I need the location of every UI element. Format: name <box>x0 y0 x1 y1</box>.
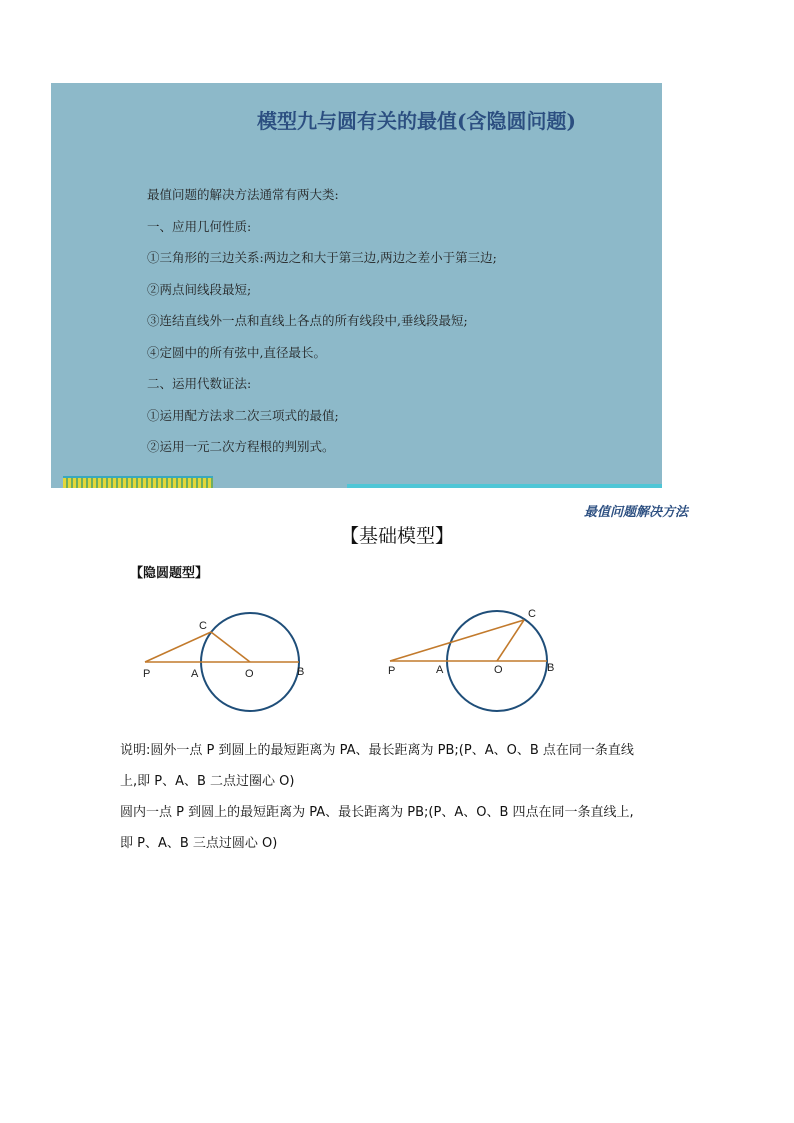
banner-line: ②运用一元二次方程根的判别式。 <box>147 439 335 454</box>
segment-co <box>497 620 524 661</box>
segment-co <box>211 632 250 662</box>
description-line: 圆内一点 P 到圆上的最短距离为 PA、最长距离为 PB;(P、A、O、B 四点在同一条直线上, <box>120 805 634 820</box>
segment-pc <box>390 620 524 661</box>
section-title: 【基础模型】 <box>339 525 454 547</box>
banner-line: 二、运用代数证法: <box>147 376 252 391</box>
label-a: A <box>191 668 199 680</box>
label-b: B <box>547 662 555 674</box>
description-line: 说明:圆外一点 P 到圆上的最短距离为 PA、最长距离为 PB;(P、A、O、B 点在同一条直线 <box>120 743 634 758</box>
banner-line: ①三角形的三边关系:两边之和大于第三边,两边之差小于第三边; <box>147 250 497 265</box>
corner-label: 最值问题解决方法 <box>583 505 688 520</box>
banner-line: ①运用配方法求二次三项式的最值; <box>147 407 339 423</box>
label-c: C <box>199 620 207 632</box>
label-b: B <box>297 666 305 678</box>
banner-line: ③连结直线外一点和直线上各点的所有线段中,垂线段最短; <box>147 313 468 328</box>
banner-title: 模型九与圆有关的最值(含隐圆问题) <box>257 109 576 133</box>
banner-decoration-left <box>63 476 213 488</box>
diagram-point-inside-circle <box>380 600 580 715</box>
banner-line: 一、应用几何性质: <box>147 218 252 234</box>
label-a: A <box>436 664 444 676</box>
description-line: 即 P、A、B 三点过圆心 O) <box>120 836 278 851</box>
banner-decoration-right <box>347 484 662 488</box>
label-c: C <box>528 608 536 620</box>
banner-line: 最值问题的解决方法通常有两大类: <box>147 187 339 202</box>
banner-line: ④定圆中的所有弦中,直径最长。 <box>147 344 326 360</box>
diagram-point-outside-circle <box>135 605 315 715</box>
sub-title: 【隐圆题型】 <box>130 566 209 581</box>
banner-text-block <box>147 179 497 463</box>
model-banner <box>51 83 662 488</box>
label-o: O <box>494 664 503 676</box>
banner-line: ②两点间线段最短; <box>147 281 252 297</box>
label-p: P <box>143 668 151 680</box>
description-line: 上,即 P、A、B 二点过圈心 O) <box>120 774 295 789</box>
label-p: P <box>388 665 396 677</box>
label-o: O <box>245 668 254 680</box>
description-block <box>120 735 680 859</box>
